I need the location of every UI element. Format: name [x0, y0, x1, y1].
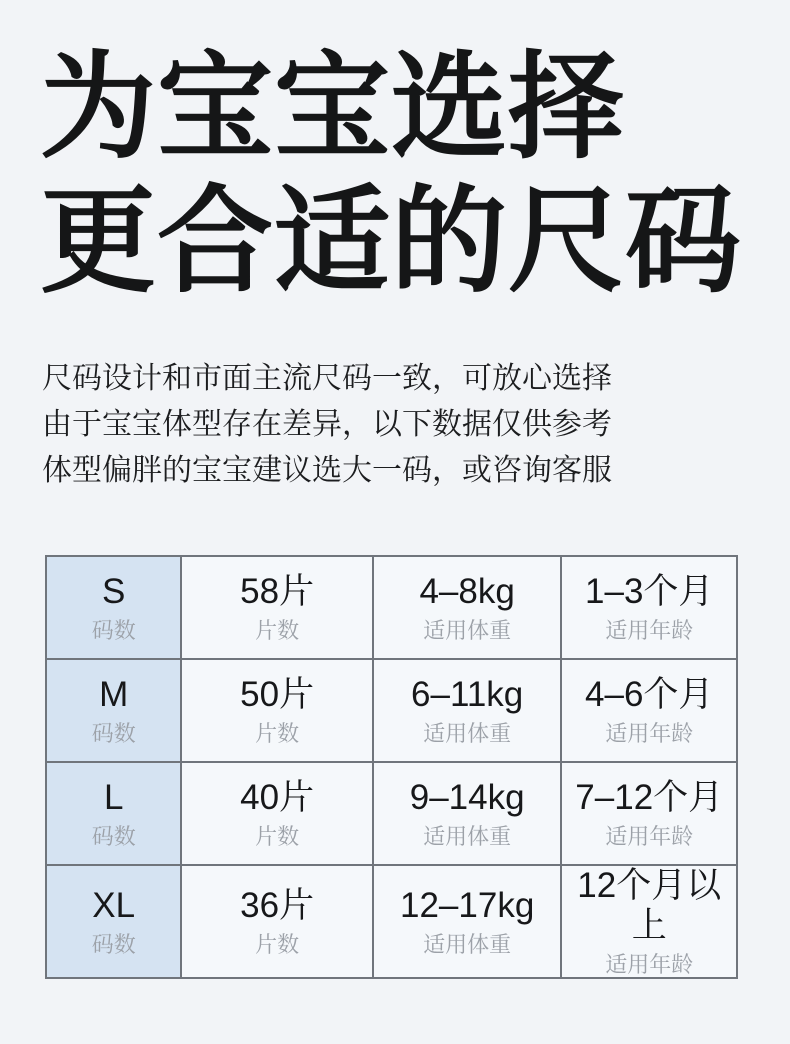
- weight-value: 6–11kg: [411, 675, 524, 714]
- age-label: 适用年龄: [605, 952, 694, 977]
- age-cell: [561, 556, 737, 659]
- size-label: 码数: [91, 932, 136, 957]
- weight-label: 适用体重: [423, 618, 512, 643]
- size-cell: [46, 865, 181, 978]
- size-table: [45, 555, 738, 979]
- weight-cell: [373, 865, 562, 978]
- size-cell: [46, 659, 181, 762]
- count-cell: [181, 556, 372, 659]
- size-cell: [46, 762, 181, 865]
- count-label: 片数: [255, 618, 300, 643]
- count-label: 片数: [255, 721, 300, 746]
- size-value: XL: [92, 886, 136, 925]
- age-cell: [561, 762, 737, 865]
- weight-cell: [373, 762, 562, 865]
- weight-label: 适用体重: [423, 824, 512, 849]
- size-value: M: [99, 675, 129, 714]
- weight-value: 12–17kg: [400, 886, 535, 925]
- count-label: 片数: [255, 824, 300, 849]
- age-cell: [561, 865, 737, 978]
- intro-line-3: 体型偏胖的宝宝建议选大一码，或咨询客服: [42, 454, 612, 487]
- table-row-s: [46, 556, 737, 659]
- page-title-line1: 为宝宝选择: [40, 42, 625, 172]
- weight-value: 9–14kg: [409, 778, 525, 817]
- count-label: 片数: [255, 932, 300, 957]
- table-row-l: [46, 762, 737, 865]
- size-label: 码数: [91, 721, 136, 746]
- size-label: 码数: [91, 618, 136, 643]
- size-value: L: [103, 778, 124, 817]
- count-value: 58片: [240, 572, 315, 611]
- weight-label: 适用体重: [423, 932, 512, 957]
- count-value: 40片: [240, 778, 315, 817]
- age-value: 4–6个月: [585, 675, 714, 714]
- age-value: 1–3个月: [585, 572, 714, 611]
- count-value: 50片: [240, 675, 315, 714]
- count-value: 36片: [240, 886, 315, 925]
- page-title: [40, 40, 742, 308]
- age-value: 7–12个月: [575, 778, 724, 817]
- page-title-line2: 更合适的尺码: [40, 176, 742, 306]
- size-label: 码数: [91, 824, 136, 849]
- table-row-m: [46, 659, 737, 762]
- intro-line-1: 尺码设计和市面主流尺码一致，可放心选择: [42, 362, 612, 395]
- count-cell: [181, 762, 372, 865]
- age-value: 12个月以上: [577, 866, 722, 945]
- age-label: 适用年龄: [605, 618, 694, 643]
- count-cell: [181, 659, 372, 762]
- age-cell: [561, 659, 737, 762]
- age-label: 适用年龄: [605, 721, 694, 746]
- size-cell: [46, 556, 181, 659]
- table-row-xl: [46, 865, 737, 978]
- weight-value: 4–8kg: [419, 572, 515, 611]
- count-cell: [181, 865, 372, 978]
- intro-text: [42, 356, 612, 494]
- weight-label: 适用体重: [423, 721, 512, 746]
- intro-line-2: 由于宝宝体型存在差异，以下数据仅供参考: [42, 408, 612, 441]
- weight-cell: [373, 556, 562, 659]
- age-label: 适用年龄: [605, 824, 694, 849]
- weight-cell: [373, 659, 562, 762]
- size-value: S: [102, 572, 126, 611]
